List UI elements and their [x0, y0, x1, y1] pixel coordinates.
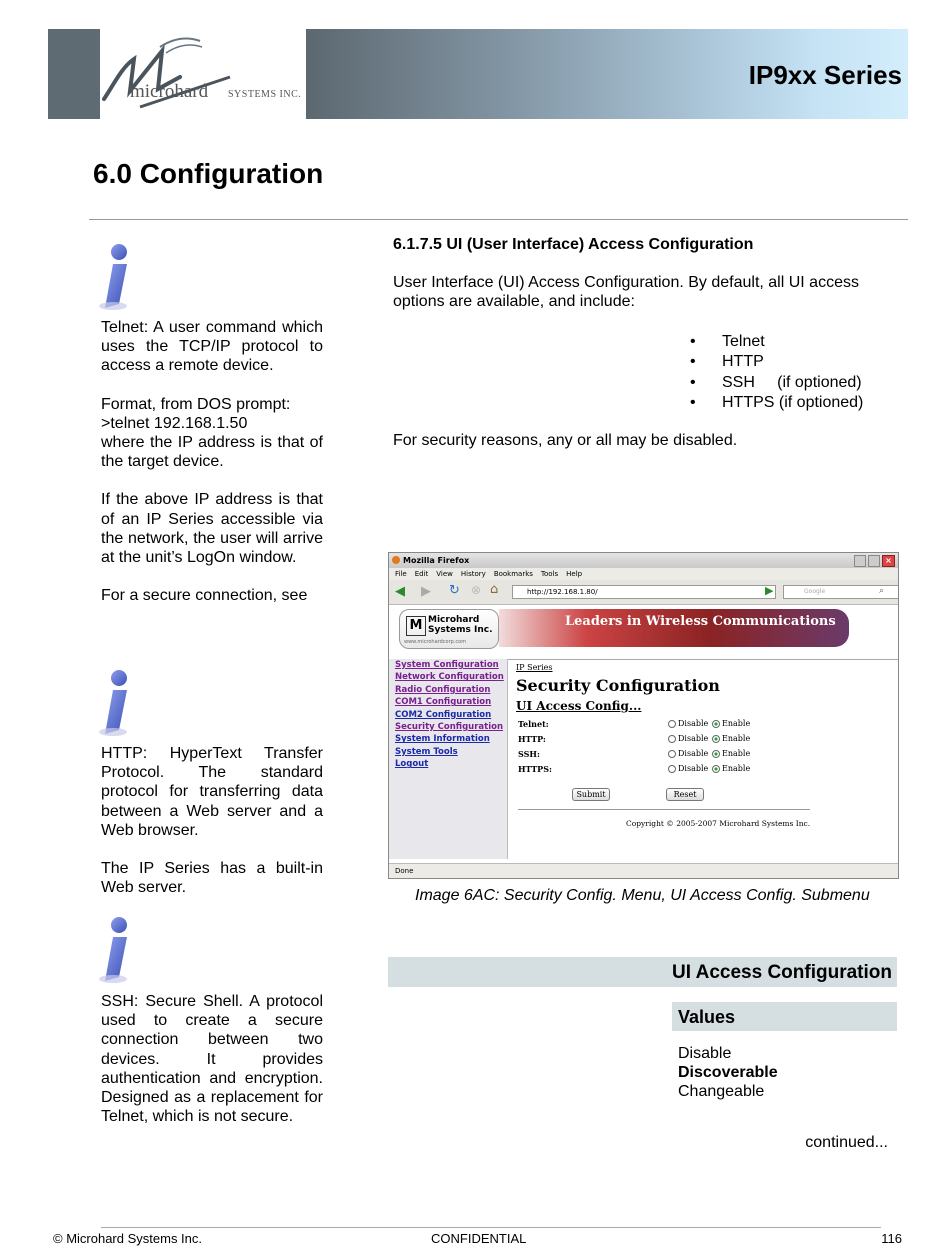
search-icon[interactable]: ⌕	[879, 586, 885, 596]
radio-https-disable[interactable]: Disable	[668, 764, 708, 773]
menu-history[interactable]: History	[460, 570, 486, 578]
menu-edit[interactable]: Edit	[414, 570, 429, 578]
series-title: IP9xx Series	[748, 60, 902, 90]
radio-http-enable[interactable]: Enable	[712, 734, 750, 743]
search-input[interactable]: Google	[783, 585, 899, 599]
site-logo-url: www.microhardcorp.com	[404, 639, 467, 645]
footer-divider	[101, 1227, 881, 1228]
browser-title-bar	[389, 553, 898, 568]
browser-window-title: Mozilla Firefox	[403, 556, 470, 565]
browser-screenshot	[388, 552, 899, 879]
subsection-heading: 6.1.7.5 UI (User Interface) Access Configuration	[393, 236, 754, 253]
image-caption: Image 6AC: Security Config. Menu, UI Access Config. Submenu	[415, 887, 870, 904]
menu-bookmarks[interactable]: Bookmarks	[493, 570, 533, 578]
logo-wordmark: microhard	[130, 81, 209, 102]
minimize-icon[interactable]	[854, 555, 866, 567]
nav-system-configuration[interactable]: System Configuration	[395, 660, 499, 670]
logo-subtext: SYSTEMS INC.	[228, 89, 302, 100]
values-header: Values	[678, 1007, 736, 1027]
section-title: 6.0 Configuration	[93, 158, 324, 189]
radio-http-disable[interactable]: Disable	[668, 734, 708, 743]
ui-access-options-list	[690, 332, 863, 413]
info-icon	[95, 915, 135, 985]
nav-system-information[interactable]: System Information	[395, 734, 490, 745]
sub-heading: UI Access Config...	[516, 699, 642, 713]
copyright-text: Copyright © 2005-2007 Microhard Systems Inc.	[626, 819, 811, 828]
values-list	[678, 1044, 778, 1102]
menu-tools[interactable]: Tools	[540, 570, 559, 578]
browser-toolbar	[389, 580, 898, 605]
row-label-ssh: SSH:	[518, 749, 540, 759]
radio-telnet-disable[interactable]: Disable	[668, 719, 708, 728]
list-item: • SSH (if optioned)	[690, 373, 863, 393]
nav-security-configuration[interactable]: Security Configuration	[395, 722, 504, 733]
home-icon[interactable]: ⌂	[490, 582, 499, 597]
http-note	[101, 744, 323, 916]
menu-help[interactable]: Help	[566, 570, 583, 578]
menu-view[interactable]: View	[436, 570, 453, 578]
company-logo	[100, 29, 306, 119]
row-label-http: HTTP:	[518, 734, 546, 744]
maximize-icon[interactable]	[868, 555, 880, 567]
nav-logout[interactable]: Logout	[395, 759, 429, 770]
row-label-https: HTTPS:	[518, 764, 552, 774]
list-item: • Telnet	[690, 332, 863, 352]
radio-ssh-enable[interactable]: Enable	[712, 749, 750, 758]
value-changeable: Changeable	[678, 1083, 765, 1101]
header-band-left	[48, 29, 100, 119]
continued-note: continued...	[805, 1134, 888, 1151]
page-number: 116	[881, 1231, 902, 1246]
footer-confidential: CONFIDENTIAL	[431, 1231, 527, 1246]
reload-icon[interactable]: ↻	[449, 583, 460, 598]
submit-button[interactable]: Submit	[572, 788, 610, 801]
footer-copyright: © Microhard Systems Inc.	[53, 1231, 203, 1246]
telnet-format	[101, 395, 323, 472]
site-logo-mark-icon: M	[406, 616, 426, 636]
row-label-telnet: Telnet:	[518, 719, 549, 729]
breadcrumb[interactable]: IP Series	[516, 663, 553, 672]
intro-paragraph: User Interface (UI) Access Configuration. By default, all UI access options are available, and include:	[393, 274, 859, 311]
telnet-logon-note: If the above IP address is that of an IP Series accessible via the network, the user will arrive at the unit’s LogOn window.	[101, 491, 323, 567]
site-logo	[399, 609, 499, 649]
config-nav-menu	[389, 659, 508, 859]
browser-menu-bar	[389, 568, 898, 580]
info-icon	[95, 242, 135, 312]
firefox-icon	[392, 556, 400, 564]
browser-status-bar: Done	[389, 863, 899, 878]
ssh-note	[101, 992, 323, 1145]
nav-system-tools[interactable]: System Tools	[395, 746, 458, 757]
telnet-note	[101, 318, 323, 624]
go-icon[interactable]: ▶	[765, 584, 774, 597]
url-input[interactable]: http://192.168.1.80/	[512, 585, 776, 599]
reset-button[interactable]: Reset	[666, 788, 704, 801]
site-logo-line2: Systems Inc.	[428, 625, 493, 635]
site-tagline: Leaders in Wireless Communications	[499, 609, 849, 647]
security-note: For security reasons, any or all may be disabled.	[393, 432, 738, 449]
page-heading: Security Configuration	[516, 676, 720, 695]
nav-radio-configuration[interactable]: Radio Configuration	[395, 684, 491, 695]
divider	[518, 809, 810, 810]
info-icon	[95, 668, 135, 738]
divider	[89, 219, 908, 220]
forward-icon[interactable]: ▶	[421, 584, 431, 599]
telnet-format-line1: Format, from DOS prompt:	[101, 395, 291, 413]
close-icon[interactable]: ×	[882, 555, 895, 567]
stop-icon[interactable]: ⊗	[471, 583, 482, 597]
radio-ssh-disable[interactable]: Disable	[668, 749, 708, 758]
nav-com2-configuration[interactable]: COM2 Configuration	[395, 709, 492, 720]
list-item: • HTTPS (if optioned)	[690, 393, 863, 413]
site-logo-line1: Microhard	[428, 615, 480, 625]
microhard-logo-icon	[100, 29, 306, 119]
telnet-definition: Telnet: A user command which uses the TCP/IP protocol to access a remote device.	[101, 319, 323, 375]
table-title: UI Access Configuration	[672, 962, 892, 983]
http-builtin-note: The IP Series has a built-in Web server.	[101, 860, 323, 897]
ssh-definition: SSH: Secure Shell. A protocol used to create a secure connection between two devices. It provides authentication and encryption. Designed as a replacement for Telnet, which is not secure.	[101, 993, 323, 1126]
telnet-secure-note: For a secure connection, see	[101, 587, 308, 605]
value-disable: Disable	[678, 1045, 732, 1062]
nav-com1-configuration[interactable]: COM1 Configuration	[395, 697, 492, 708]
http-definition: HTTP: HyperText Transfer Protocol. The standard protocol for transferring data between a Web server and a Web browser.	[101, 745, 323, 839]
telnet-format-line3: where the IP address is that of the target device.	[101, 434, 323, 471]
list-item: • HTTP	[690, 352, 863, 372]
config-main-pane	[516, 659, 891, 859]
nav-network-configuration[interactable]: Network Configuration	[395, 672, 504, 683]
value-discoverable: Discoverable	[678, 1064, 778, 1082]
site-banner	[389, 605, 898, 660]
back-icon[interactable]: ◀	[395, 584, 405, 599]
radio-telnet-enable[interactable]: Enable	[712, 719, 750, 728]
radio-https-enable[interactable]: Enable	[712, 764, 750, 773]
telnet-format-command: >telnet 192.168.1.50	[101, 414, 248, 432]
menu-file[interactable]: File	[395, 570, 407, 578]
